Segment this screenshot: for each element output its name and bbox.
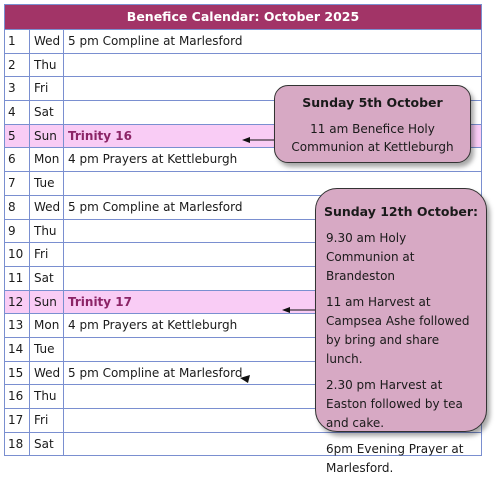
day-number: 17 bbox=[5, 409, 30, 432]
day-number: 5 bbox=[5, 125, 30, 148]
day-of-week: Mon bbox=[30, 314, 64, 337]
day-number: 4 bbox=[5, 101, 30, 124]
day-number: 8 bbox=[5, 196, 30, 219]
day-of-week: Wed bbox=[30, 196, 64, 219]
day-of-week: Tue bbox=[30, 172, 64, 195]
day-number: 14 bbox=[5, 338, 30, 361]
day-number: 13 bbox=[5, 314, 30, 337]
day-number: 12 bbox=[5, 291, 30, 314]
day-of-week: Mon bbox=[30, 148, 64, 171]
day-of-week: Sat bbox=[30, 101, 64, 124]
arrowhead-sunday12-icon bbox=[282, 307, 290, 313]
day-number: 1 bbox=[5, 30, 30, 53]
callout-sunday-12th bbox=[315, 188, 487, 475]
day-number: 7 bbox=[5, 172, 30, 195]
day-of-week: Sat bbox=[30, 267, 64, 290]
event-text: 5 pm Compline at Marlesford bbox=[68, 34, 243, 48]
event-text: 5 pm Compline at Marlesford bbox=[68, 199, 243, 214]
callout-item: 2.30 pm Harvest at Easton followed by tea and cake. bbox=[326, 378, 463, 430]
day-of-week: Wed bbox=[30, 362, 64, 385]
day-of-week: Thu bbox=[30, 385, 64, 408]
callout-item: 6pm Evening Prayer at Marlesford. bbox=[326, 442, 464, 475]
day-number: 3 bbox=[5, 77, 30, 100]
day-of-week: Sat bbox=[30, 433, 64, 456]
event-text: Trinity 17 bbox=[68, 294, 132, 309]
arrowhead-sunday5-icon bbox=[242, 137, 250, 143]
callout-sunday-5th bbox=[274, 85, 471, 163]
callout-item: 11 am Harvest at Campsea Ashe followed by bring and share lunch. bbox=[326, 295, 470, 366]
day-number: 2 bbox=[5, 54, 30, 77]
day-of-week: Fri bbox=[30, 77, 64, 100]
callout-sunday-5th-body: 11 am Benefice Holy Communion at Kettleburgh bbox=[291, 122, 454, 154]
day-number: 15 bbox=[5, 362, 30, 385]
day-number: 10 bbox=[5, 243, 30, 266]
day-number: 9 bbox=[5, 220, 30, 243]
event-text: Trinity 16 bbox=[68, 128, 132, 143]
event-text: 4 pm Prayers at Kettleburgh bbox=[68, 318, 238, 333]
event-text: 5 pm Compline at Marlesford bbox=[68, 365, 243, 380]
event-text: 4 pm Prayers at Kettleburgh bbox=[68, 152, 238, 167]
day-of-week: Tue bbox=[30, 338, 64, 361]
callout-sunday-12th-heading: Sunday 12th October: bbox=[323, 204, 479, 219]
day-of-week: Sun bbox=[30, 291, 64, 314]
callout-sunday-5th-heading: Sunday 5th October bbox=[302, 95, 443, 110]
day-of-week: Fri bbox=[30, 409, 64, 432]
day-of-week: Thu bbox=[30, 54, 64, 77]
day-number: 16 bbox=[5, 385, 30, 408]
callout-item: 9.30 am Holy Communion at Brandeston bbox=[326, 231, 415, 283]
day-of-week: Wed bbox=[30, 30, 64, 53]
pointer-triangle-icon bbox=[240, 375, 250, 383]
calendar-title: Benefice Calendar: October 2025 bbox=[5, 5, 481, 29]
day-of-week: Thu bbox=[30, 220, 64, 243]
day-of-week: Fri bbox=[30, 243, 64, 266]
day-number: 11 bbox=[5, 267, 30, 290]
day-number: 18 bbox=[5, 433, 30, 456]
day-number: 6 bbox=[5, 148, 30, 171]
day-of-week: Sun bbox=[30, 125, 64, 148]
